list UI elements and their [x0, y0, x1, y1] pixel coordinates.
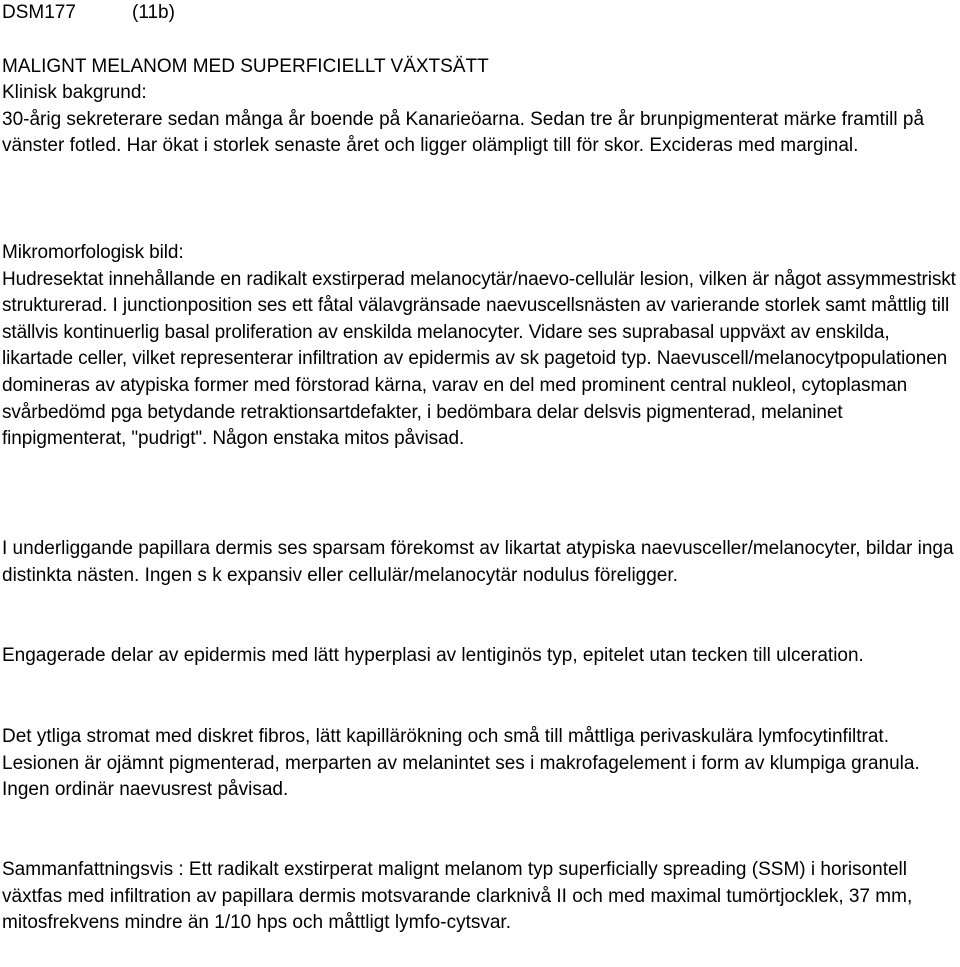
clinical-background-section	[2, 80, 958, 160]
clinical-background-text: 30-årig sekreterare sedan många år boende på Kanarieöarna. Sedan tre år brunpigmenterat märke framtill på vänster fotled. Har ökat i storlek senaste året och ligger olämpligt till för skor. Excideras med marginal.	[2, 108, 925, 157]
dermis-text: I underliggande papillara dermis ses sparsam förekomst av likartat atypiska naevusceller/melanocyter, bildar inga distinkta nästen. Ingen s k expansiv eller cellulär/melanocytär nodulus föreligger.	[2, 538, 954, 586]
micromorphology-section	[2, 240, 958, 453]
dermis-paragraph	[2, 536, 958, 589]
epidermis-text: Engagerade delar av epidermis med lätt hyperplasi av lentiginös typ, epitelet utan tecken till ulceration.	[2, 645, 864, 666]
micromorphology-heading: Mikromorfologisk bild:	[2, 242, 184, 263]
epidermis-paragraph	[2, 643, 958, 670]
summary-text: Sammanfattningsvis : Ett radikalt exstirperat malignt melanom typ superficially spreading (SSM) i horisontell växtfas med infiltration av papillara dermis motsvarande clarknivå II och med maximal tumörtjocklek, 37 mm, mitosfrekvens mindre än 1/10 hps och måttligt lymfo-cytsvar.	[2, 859, 913, 934]
specimen-code: DSM177	[2, 2, 76, 23]
case-number: (11b)	[132, 2, 175, 23]
document-title: MALIGNT MELANOM MED SUPERFICIELLT VÄXTSÄTT	[2, 56, 489, 77]
naevus-rest-text: Ingen ordinär naevusrest påvisad.	[2, 779, 289, 801]
stroma-text: Det ytliga stromat med diskret fibros, lätt kapillärökning och små till måttliga perivaskulära lymfocytinfiltrat. Lesionen är ojämnt pigmenterad, merparten av melanintet ses i makrofagelement i form av klumpiga granula.	[2, 726, 920, 774]
summary-paragraph	[2, 857, 958, 937]
document-header	[2, 0, 175, 26]
stroma-paragraph	[2, 724, 958, 804]
clinical-background-heading: Klinisk bakgrund:	[2, 82, 147, 103]
micromorphology-text: Hudresektat innehållande en radikalt exstirperad melanocytär/naevo-cellulär lesion, vilken är något assymmestriskt strukturerad. I junctionposition ses ett fåtal välavgränsade naevuscellsnästen av varierande storlek samt måttlig till ställvis kontinuerlig basal proliferation av enskilda melanocyter. Vidare ses suprabasal uppväxt av enskilda, likartade celler, vilket representerar infiltration av epidermis av sk pagetoid typ. Naevuscell/melanocytpopulationen domineras av atypiska former med förstorad kärna, varav en del med prominent central nukleol, cytoplasman svårbedömd pga betydande retraktionsartdefakter, i bedömbara delar delsvis pigmenterad, melaninet finpigmenterat, "pudrigt". Någon enstaka mitos påvisad.	[2, 268, 956, 450]
